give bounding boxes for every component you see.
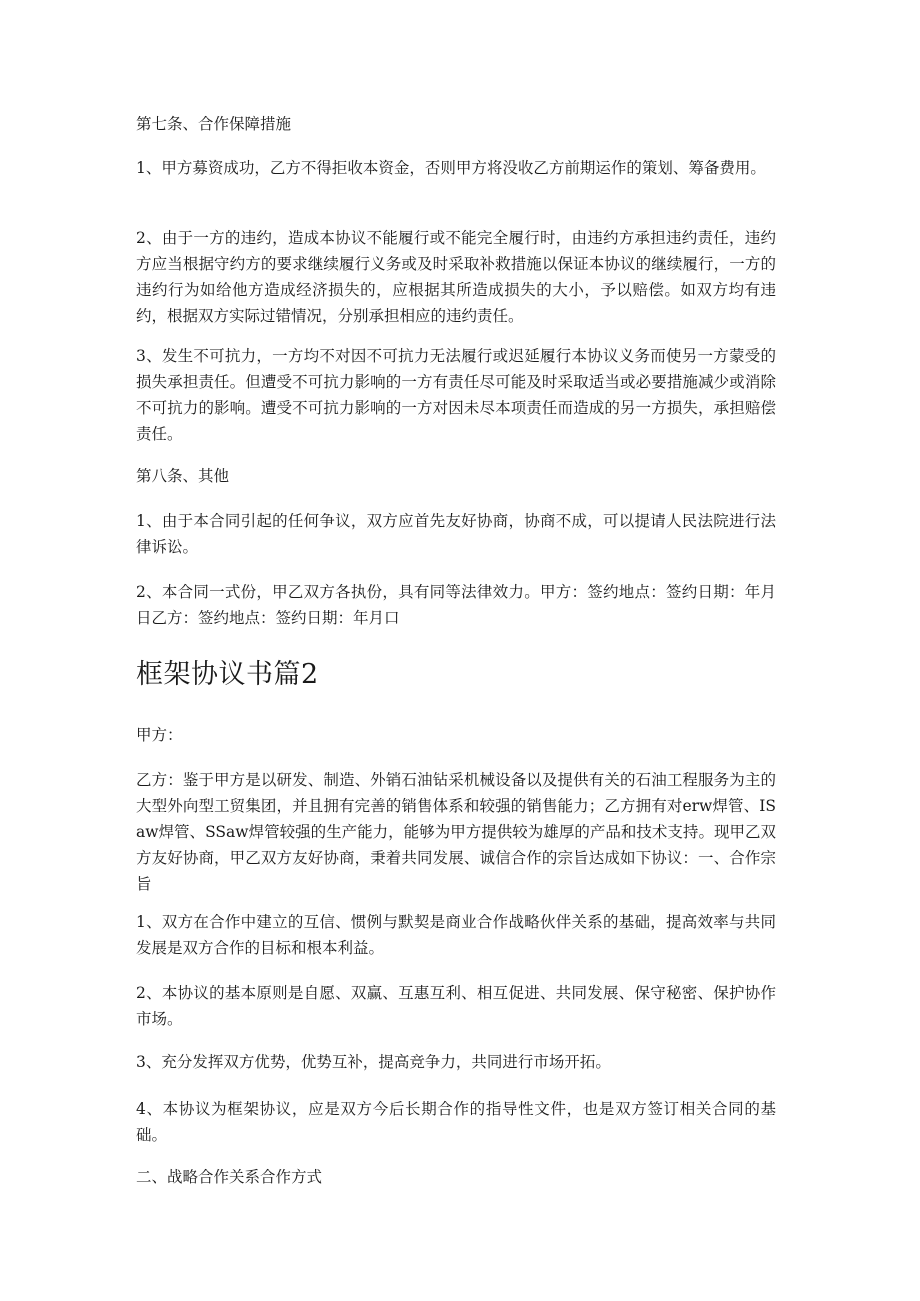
section-7-paragraph-2: 2、由于一方的违约，造成本协议不能履行或不能完全履行时，由违约方承担违约责任，违约方应当根据守约方的要求继续履行义务或及时采取补救措施以保证本协议的继续履行，一方的违约行为如给他方造成经济损失的，应根据其所造成损失的大小，予以赔偿。如双方均有违约，根据双方实际过错情况，分别承担相应的违约责任。	[136, 229, 776, 325]
section-7-paragraph-1: 1、甲方募资成功，乙方不得拒收本资金，否则甲方将没收乙方前期运作的策划、筹备费用。	[136, 159, 766, 177]
section-7-paragraph-3: 3、发生不可抗力，一方均不对因不可抗力无法履行或迟延履行本协议义务而使另一方蒙受的损失承担责任。但遭受不可抗力影响的一方有责任尽可能及时采取适当或必要措施减少或消除不可抗力的影响。遭受不可抗力影响的一方对因未尽本项责任而造成的另一方损失，承担赔偿责任。	[136, 347, 776, 443]
purpose-paragraph-1: 1、双方在合作中建立的互信、惯例与默契是商业合作战略伙伴关系的基础，提高效率与共同发展是双方合作的目标和根本利益。	[136, 913, 776, 957]
purpose-paragraph-4: 4、本协议为框架协议，应是双方今后长期合作的指导性文件，也是双方签订相关合同的基础。	[136, 1100, 776, 1144]
section-8-paragraph-2: 2、本合同一式份，甲乙双方各执份，具有同等法律效力。甲方：签约地点：签约日期：年月日乙方：签约地点：签约日期：年月口	[136, 583, 776, 627]
section-8-title: 第八条、其他	[136, 467, 230, 485]
purpose-paragraph-2: 2、本协议的基本原则是自愿、双赢、互惠互利、相互促进、共同发展、保守秘密、保护协作市场。	[136, 984, 776, 1028]
section-2-title: 二、战略合作关系合作方式	[136, 1168, 323, 1186]
document-heading-2: 框架协议书篇2	[136, 659, 319, 690]
purpose-paragraph-3: 3、充分发挥双方优势，优势互补，提高竞争力，共同进行市场开拓。	[136, 1053, 611, 1071]
party-b-paragraph: 乙方：鉴于甲方是以研发、制造、外销石油钻采机械设备以及提供有关的石油工程服务为主的大型外向型工贸集团，并且拥有完善的销售体系和较强的销售能力；乙方拥有对erw焊管、ISaw焊管、SSaw焊管较强的生产能力，能够为甲方提供较为雄厚的产品和技术支持。现甲乙双方友好协商，甲乙双方友好协商，秉着共同发展、诚信合作的宗旨达成如下协议：一、合作宗旨	[136, 771, 776, 893]
section-8-paragraph-1: 1、由于本合同引起的任何争议，双方应首先友好协商，协商不成，可以提请人民法院进行法律诉讼。	[136, 512, 776, 556]
section-7-title: 第七条、合作保障措施	[136, 115, 292, 133]
party-a-line: 甲方：	[136, 726, 183, 744]
